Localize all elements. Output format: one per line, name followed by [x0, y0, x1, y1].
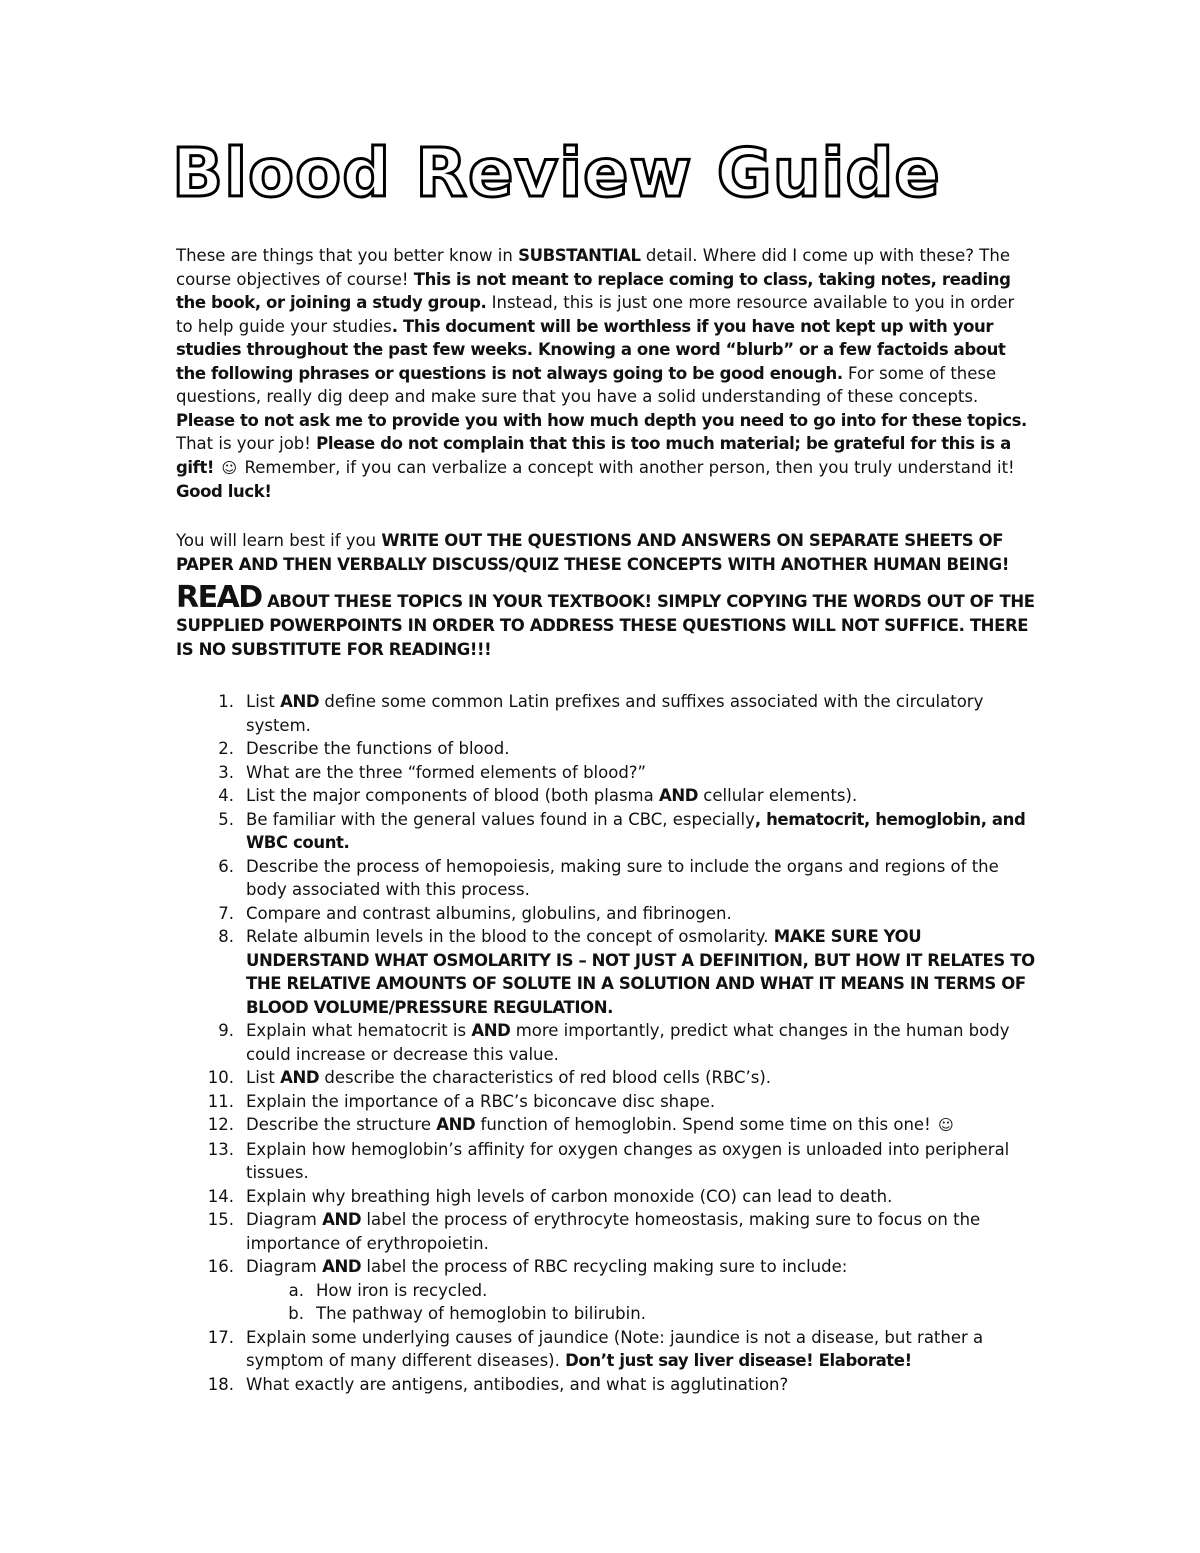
learn-emphasis: WRITE OUT THE QUESTIONS AND ANSWERS ON SEPARATE SHEETS OF PAPER AND THEN VERBALLY DISCUSS/QUIZ THESE CONCEPTS WITH ANOTHER HUMAN BEING!	[176, 531, 1009, 574]
question-number: 4.	[218, 786, 234, 805]
question-number: 14.	[207, 1186, 234, 1206]
question-text: Relate albumin levels in the blood to the concept of osmolarity.	[246, 927, 774, 946]
intro-text: detail. Where did I come up with these? The course objectives of course!	[176, 246, 1010, 289]
question-text: List	[246, 1068, 281, 1087]
question-item	[176, 902, 1036, 926]
sub-question-item	[176, 1302, 1036, 1326]
question-number: 15.	[207, 1210, 234, 1229]
question-item	[176, 1185, 1036, 1209]
question-item	[176, 1019, 1036, 1066]
learn-paragraph	[176, 529, 1036, 577]
intro-emphasis: SUBSTANTIAL	[518, 246, 641, 265]
question-number: 11.	[207, 1091, 234, 1111]
question-text: more importantly, predict what changes in the human body could increase or decrease this value.	[246, 1021, 1010, 1064]
intro-emphasis: Please to not ask me to provide you with how much depth you need to go into for these topics.	[176, 410, 1027, 430]
question-text: label the process of RBC recycling making sure to include:	[361, 1257, 848, 1276]
read-paragraph	[176, 580, 1036, 662]
question-item	[176, 855, 1036, 902]
question-item	[176, 1326, 1036, 1373]
question-number: 10.	[207, 1068, 234, 1087]
intro-emphasis: Good luck!	[176, 482, 272, 501]
intro-emphasis: Please do not complain that this is too much material; be grateful for this is a gift!	[176, 434, 1011, 477]
question-number: 17.	[207, 1327, 234, 1347]
question-number: 1.	[218, 692, 234, 711]
question-number: 7.	[218, 903, 234, 923]
page-title: Blood Review Guide	[172, 134, 941, 212]
question-number: 5.	[218, 809, 234, 829]
question-item	[176, 1373, 1036, 1397]
question-item	[176, 737, 1036, 761]
sub-question-letter: b.	[288, 1304, 304, 1323]
question-text: Explain the importance of a RBC’s biconcave disc shape.	[246, 1091, 716, 1111]
question-item	[176, 1090, 1036, 1114]
intro-paragraph	[176, 244, 1036, 504]
question-number: 6.	[218, 856, 234, 876]
question-item	[176, 1138, 1036, 1185]
question-item	[176, 784, 1036, 808]
smiley-icon: ☺	[938, 1116, 954, 1134]
question-emphasis: Don’t just say liver disease! Elaborate!	[565, 1351, 912, 1370]
question-text: List	[246, 692, 281, 711]
question-number: 13.	[207, 1139, 234, 1159]
question-text: List the major components of blood (both plasma	[246, 786, 659, 805]
smiley-icon: ☺	[221, 458, 238, 477]
sub-question-item	[176, 1279, 1036, 1303]
intro-emphasis: . This document will be worthless if you have not kept up with your studies throughout the past few weeks. Knowing a one word “blurb” or a few factoids about the following phrases or questions is not always going to be good enough.	[176, 316, 1006, 383]
question-text: Be familiar with the general values found in a CBC, especially	[246, 809, 755, 829]
read-heading: READ	[176, 580, 262, 615]
intro-text: For some of these questions, really dig deep and make sure that you have a solid understanding of these concepts.	[176, 363, 997, 406]
question-number: 12.	[207, 1115, 234, 1134]
question-text: Explain why breathing high levels of carbon monoxide (CO) can lead to death.	[246, 1186, 893, 1206]
question-text: Describe the process of hemopoiesis, making sure to include the organs and regions of the body associated with this process.	[246, 856, 999, 899]
question-text: Describe the functions of blood.	[246, 739, 510, 758]
sub-question-letter: a.	[288, 1280, 304, 1300]
question-text: function of hemoglobin. Spend some time on this one!	[475, 1115, 936, 1134]
question-list	[176, 690, 1036, 1396]
question-item	[176, 925, 1036, 1019]
question-text: Explain some underlying causes of jaundice (Note: jaundice is not a disease, but rather a symptom of many different diseases).	[246, 1327, 984, 1370]
learn-text: You will learn best if you	[176, 531, 382, 550]
sub-question-text: How iron is recycled.	[316, 1280, 488, 1300]
intro-text: These are things that you better know in	[176, 246, 519, 265]
question-text: Compare and contrast albumins, globulins, and fibrinogen.	[246, 903, 732, 923]
question-item	[176, 1113, 1036, 1138]
question-text: Describe the structure	[246, 1115, 437, 1134]
question-emphasis: AND	[322, 1257, 362, 1276]
question-emphasis: , hematocrit, hemoglobin, and WBC count.	[246, 809, 1026, 852]
question-text: Diagram	[246, 1257, 323, 1276]
question-number: 18.	[207, 1374, 234, 1394]
question-item	[176, 1255, 1036, 1326]
question-item	[176, 1066, 1036, 1090]
question-text: describe the characteristics of red blood cells (RBC’s).	[319, 1068, 772, 1087]
intro-emphasis: This is not meant to replace coming to class, taking notes, reading the book, or joining a study group.	[176, 269, 1011, 312]
question-text: Explain what hematocrit is	[246, 1021, 472, 1040]
question-emphasis: MAKE SURE YOU UNDERSTAND WHAT OSMOLARITY IS – NOT JUST A DEFINITION, BUT HOW IT RELATES TO THE RELATIVE AMOUNTS OF SOLUTE IN A SOLUTION AND WHAT IT MEANS IN TERMS OF BLOOD VOLUME/PRESSURE REGULATION.	[246, 927, 1035, 1017]
question-item	[176, 1208, 1036, 1255]
question-text: label the process of erythrocyte homeostasis, making sure to focus on the importance of erythropoietin.	[246, 1210, 981, 1253]
question-number: 16.	[207, 1257, 234, 1276]
sub-question-text: The pathway of hemoglobin to bilirubin.	[316, 1304, 646, 1323]
question-number: 8.	[218, 927, 234, 946]
question-item	[176, 690, 1036, 737]
sub-question-list	[246, 1279, 1036, 1326]
question-text: What are the three “formed elements of blood?”	[246, 762, 647, 782]
question-number: 3.	[218, 762, 234, 782]
question-item	[176, 808, 1036, 855]
question-emphasis: AND	[280, 692, 320, 711]
intro-text: That is your job!	[176, 434, 317, 453]
question-emphasis: AND	[471, 1021, 511, 1040]
read-text: ABOUT THESE TOPICS IN YOUR TEXTBOOK! SIMPLY COPYING THE WORDS OUT OF THE SUPPLIED POWERPOINTS IN ORDER TO ADDRESS THESE QUESTIONS WILL NOT SUFFICE. THERE IS NO SUBSTITUTE FOR READING!!!	[176, 592, 1035, 659]
question-emphasis: AND	[322, 1210, 362, 1229]
question-emphasis: AND	[436, 1115, 476, 1134]
question-number: 2.	[218, 739, 234, 758]
question-emphasis: AND	[658, 786, 699, 805]
intro-text: Remember, if you can verbalize a concept with another person, then you truly understand it!	[239, 457, 1015, 477]
question-text: Diagram	[246, 1210, 323, 1229]
question-item	[176, 761, 1036, 785]
question-emphasis: AND	[280, 1068, 320, 1087]
question-text: Explain how hemoglobin’s affinity for oxygen changes as oxygen is unloaded into peripheral tissues.	[246, 1139, 1010, 1182]
intro-text: Instead, this is just one more resource available to you in order to help guide your studies	[176, 293, 1015, 336]
question-number: 9.	[218, 1021, 234, 1040]
question-text: What exactly are antigens, antibodies, and what is agglutination?	[246, 1374, 789, 1394]
question-text: define some common Latin prefixes and suffixes associated with the circulatory system.	[246, 692, 984, 735]
question-text: cellular elements).	[698, 786, 858, 805]
